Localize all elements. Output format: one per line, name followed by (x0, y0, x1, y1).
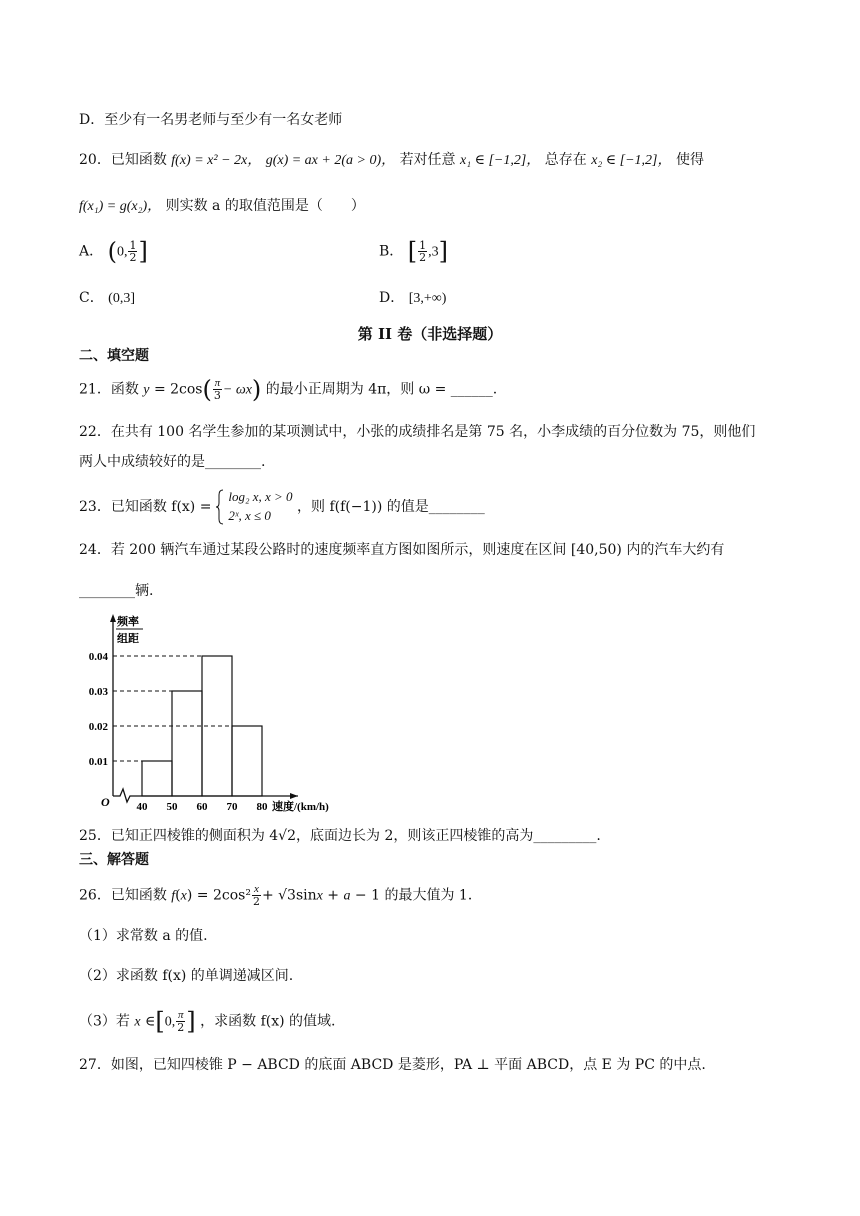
x-tick-label: 70 (226, 801, 238, 813)
q26-sub3: （3）若 x ∈[0, $\frac{\pi}{2}$ ] ，求函数 f(x) 的值域. (79, 1007, 336, 1036)
q23-case1: log₂ x, x > 0 (228, 489, 293, 504)
x-tick-label: 40 (136, 801, 148, 813)
x-tick-label: 80 (256, 801, 268, 813)
q23-suffix: ，则 f(f(−1)) 的值是________ (297, 499, 485, 515)
q25: 25．已知正四棱锥的侧面积为 4√2，底面边长为 2，则该正四棱锥的高为_________. (79, 828, 601, 844)
option-c-value: (0,3] (108, 291, 135, 306)
y-axis-arrow-icon (110, 614, 116, 622)
y-axis-label-bottom: 组距 (117, 633, 139, 645)
q20-text-mid2: 总存在 (544, 152, 587, 168)
q22-line1: 22．在共有 100 名学生参加的某项测试中，小张的成绩排名是第 75 名，小李成绩的百分位数为 75，则他们 (79, 424, 756, 440)
q20-option-a: A． (0, $\frac{1}{2}$ ] (79, 237, 148, 266)
x-axis-label: 速度/(km/h) (272, 801, 329, 813)
brace-icon (216, 489, 224, 525)
q20-text-mid: 若对任意 (399, 152, 456, 168)
q20-text-end: 使得 (675, 152, 704, 168)
part2-title: 第 II 卷（非选择题） (357, 325, 503, 343)
histogram-bar (172, 691, 202, 796)
q20-g-def: g(x) = ax + 2(a > 0)， (265, 153, 396, 168)
option-b-label: B． (379, 243, 404, 260)
q22-line2: 两人中成绩较好的是________. (79, 454, 266, 470)
option-d-label: D． (379, 290, 405, 306)
y-tick-label: 0.03 (88, 686, 108, 698)
q26-prefix: 26．已知函数 (79, 887, 167, 904)
q20-x2-range: x₂ ∈ [−1,2]， (591, 153, 672, 168)
q26-sub1: （1）求常数 a 的值. (79, 928, 208, 944)
q20-x1-range: x₁ ∈ [−1,2]， (460, 153, 541, 168)
q27: 27．如图，已知四棱锥 P − ABCD 的底面 ABCD 是菱形，PA ⊥ 平面 ABCD，点 E 为 PC 的中点. (79, 1057, 706, 1073)
q20-number: 20．已知函数 (79, 152, 167, 168)
q24-line2: ________辆. (79, 583, 154, 599)
histogram-bar (142, 761, 172, 796)
speed-histogram (76, 608, 366, 814)
histogram-bar (232, 726, 262, 796)
q20-option-c (79, 288, 135, 309)
y-tick-label: 0.01 (88, 756, 108, 768)
q20-question: 则实数 a 的取值范围是（ ） (165, 198, 365, 214)
origin-label: O (101, 795, 110, 809)
q23-prefix: 23．已知函数 f(x) = (79, 499, 212, 515)
option-a-label: A． (79, 243, 104, 260)
q20-line1 (79, 150, 704, 171)
y-tick-label: 0.02 (88, 721, 108, 733)
q26-sub3-prefix: （3）若 (79, 1013, 130, 1030)
q26-sub3-suffix: ，求函数 f(x) 的值域. (200, 1013, 336, 1030)
option-c-label: C． (79, 290, 104, 306)
section-answer-title: 三、解答题 (79, 852, 149, 868)
q21-suffix: 的最小正周期为 4π，则 ω = ______. (265, 381, 498, 398)
q21: 21．函数 y = 2cos( $\frac{\pi}{3}$ − ωx) 的最小正周期为 4π，则 ω = ______. (79, 375, 498, 404)
q20-option-d (379, 288, 446, 309)
q20-option-b: B． [ $\frac{1}{2}$ ,3] (379, 237, 448, 266)
q21-prefix: 21．函数 (79, 381, 139, 398)
q19-option-d: D．至少有一名男老师与至少有一名女老师 (79, 112, 343, 128)
q20-f-def: f(x) = x² − 2x， (171, 153, 262, 168)
x-axis-arrow-icon (290, 793, 298, 799)
y-tick-label: 0.04 (88, 651, 108, 663)
x-tick-label: 60 (196, 801, 208, 813)
q26-sub2: （2）求函数 f(x) 的单调递减区间. (79, 968, 294, 984)
x-tick-label: 50 (166, 801, 178, 813)
q23-case2: 2ˣ, x ≤ 0 (228, 508, 271, 523)
q20-line2 (79, 196, 365, 217)
q26-suffix: 的最大值为 1． (384, 887, 482, 904)
q23 (79, 488, 485, 526)
q26: 26．已知函数 f(x) = 2cos² $\frac{x}{2}$ + √3sinx + a − 1 的最大值为 1． (79, 883, 482, 908)
y-axis-label-top: 频率 (117, 616, 139, 628)
q24-line1: 24．若 200 辆汽车通过某段公路时的速度频率直方图如图所示，则速度在区间 [40,50) 内的汽车大约有 (79, 542, 725, 558)
section-fill-title: 二、填空题 (79, 348, 149, 364)
q20-equation: f(x₁) = g(x₂)， (79, 199, 162, 214)
option-d-value: [3,+∞) (408, 291, 447, 306)
